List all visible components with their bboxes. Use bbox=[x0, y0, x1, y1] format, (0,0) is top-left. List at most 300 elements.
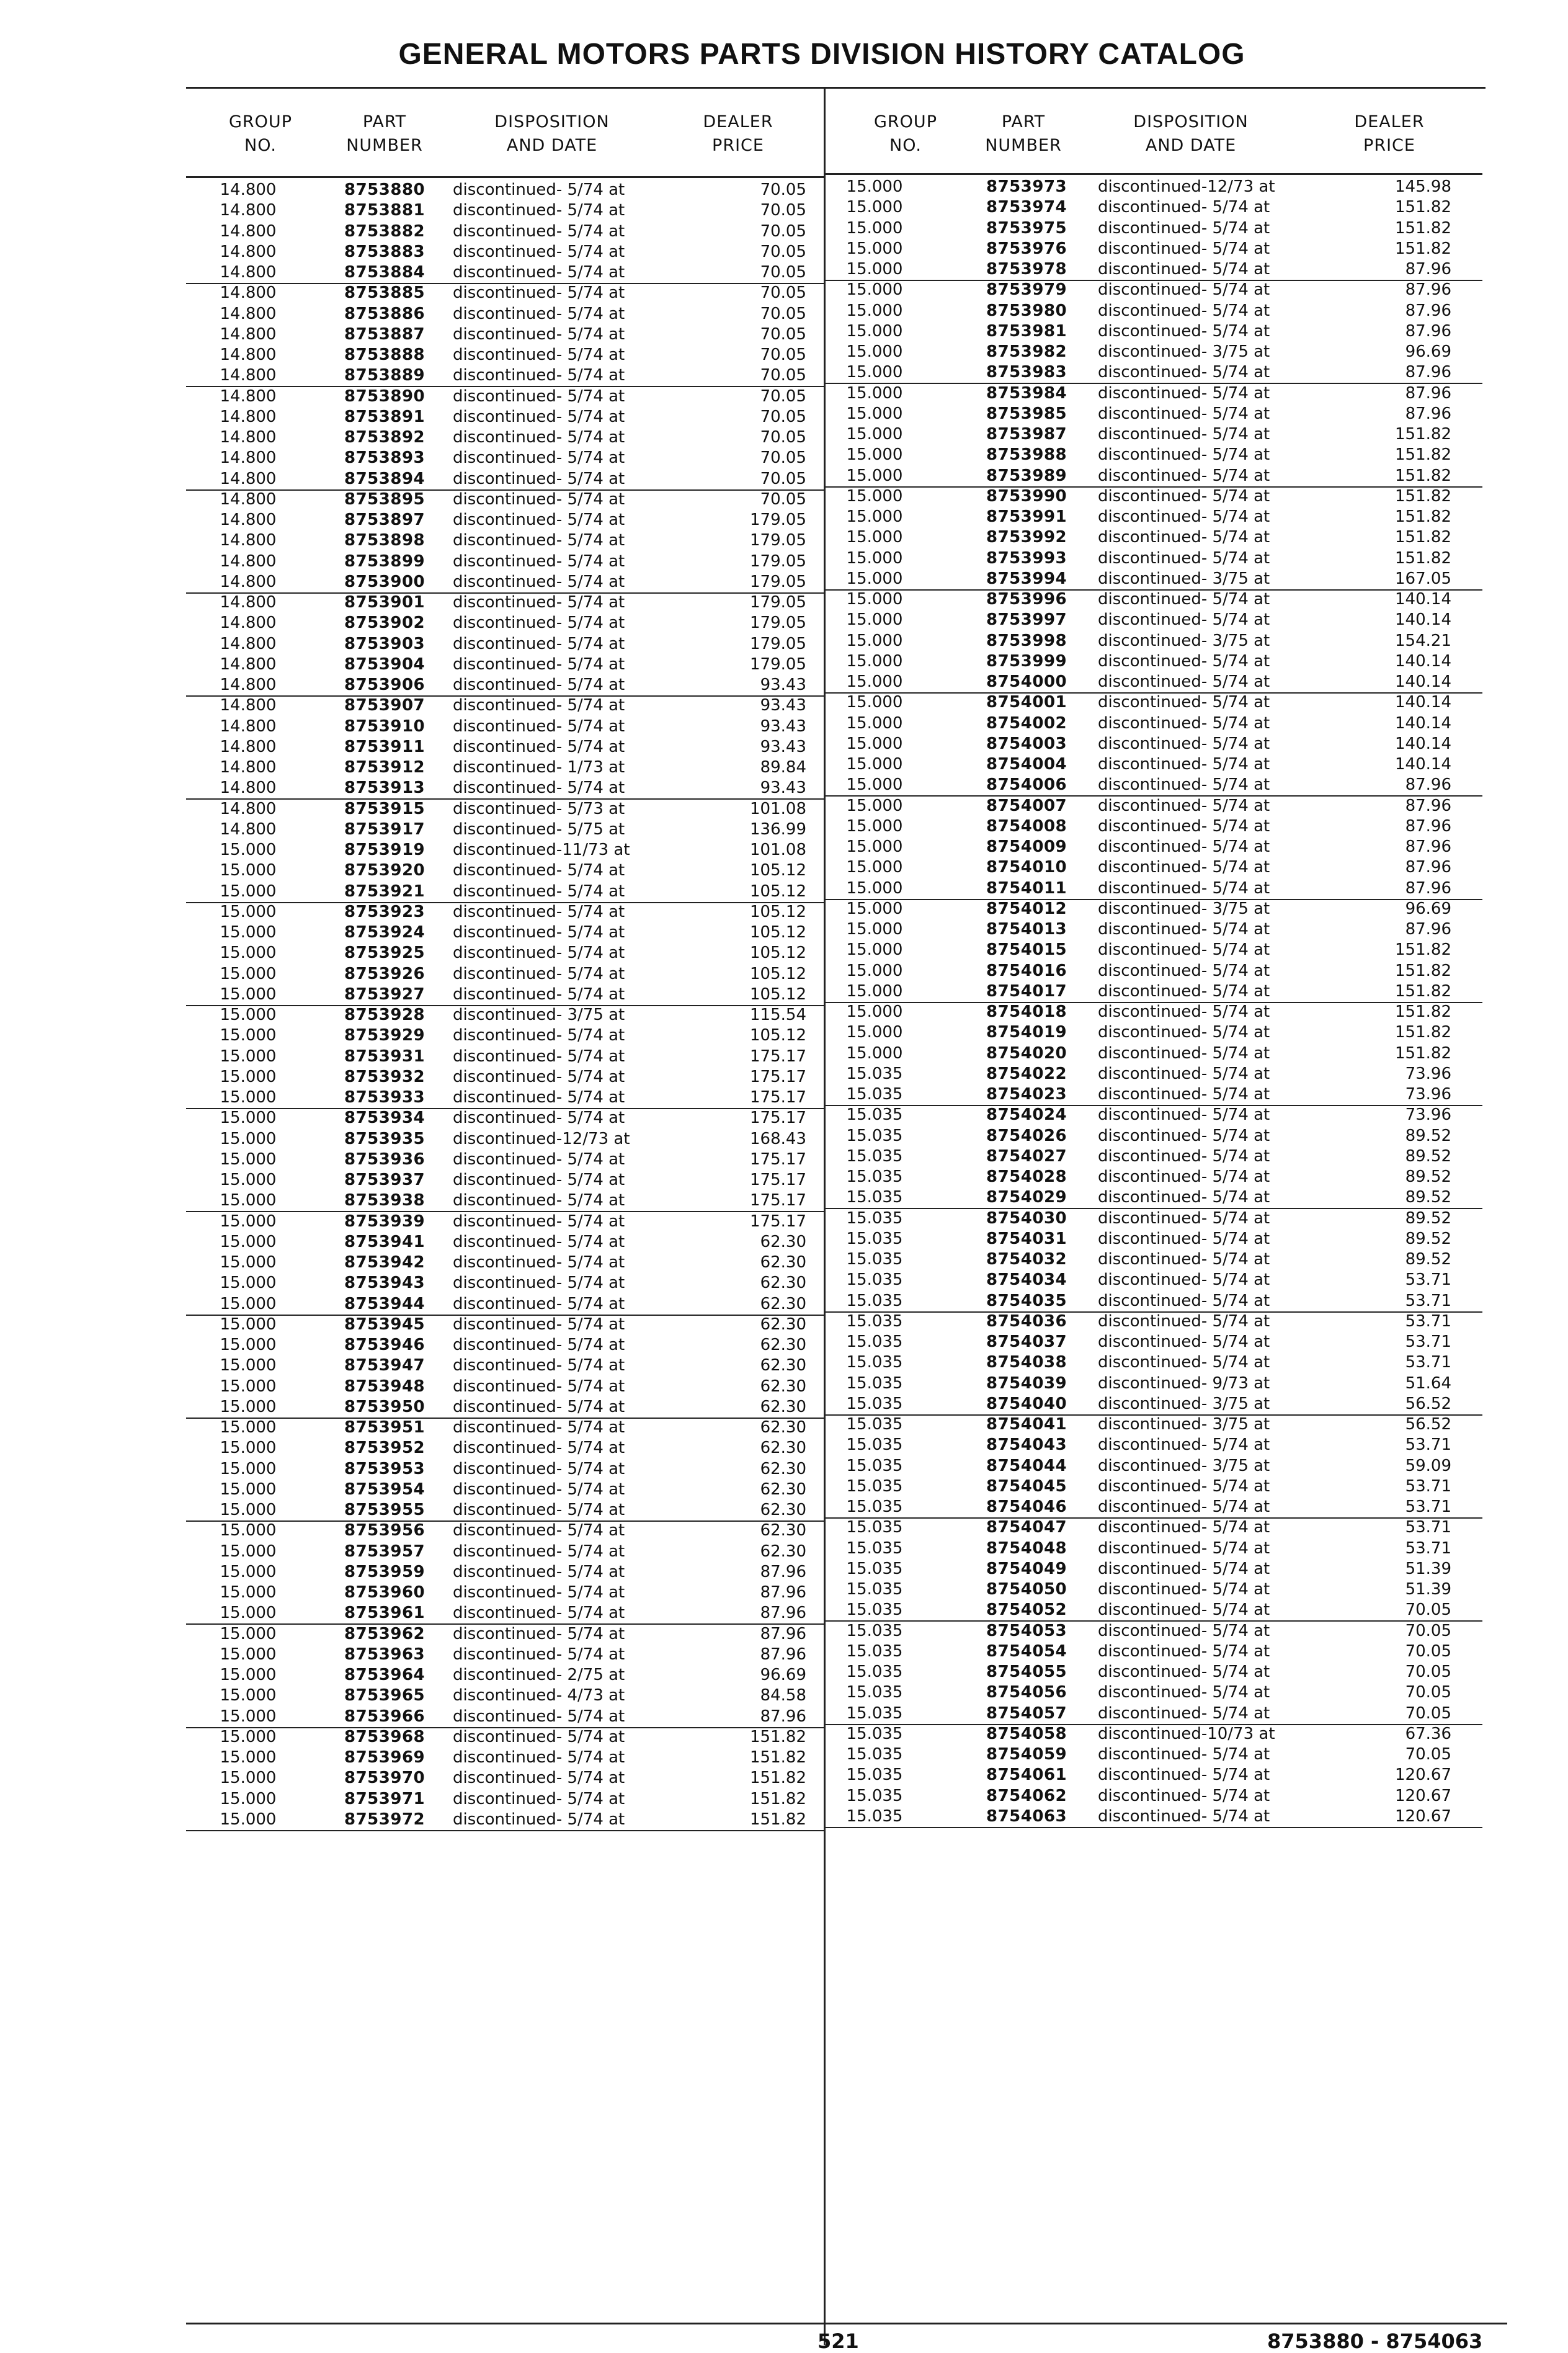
disposition: discontinued- 5/74 at bbox=[453, 1439, 625, 1458]
disposition: discontinued- 5/74 at bbox=[1098, 1250, 1270, 1269]
header-disposition-line1: DISPOSITION bbox=[494, 112, 610, 132]
disposition: discontinued- 5/74 at bbox=[453, 634, 625, 653]
part-number: 8754048 bbox=[986, 1538, 1067, 1558]
dealer-price: 105.12 bbox=[750, 902, 806, 921]
table-row bbox=[825, 1208, 1482, 1229]
table-row bbox=[186, 1418, 824, 1438]
part-number: 8753964 bbox=[344, 1666, 425, 1684]
group-number: 15.035 bbox=[846, 1085, 903, 1104]
part-number: 8753953 bbox=[344, 1459, 425, 1478]
disposition: discontinued- 5/74 at bbox=[1098, 961, 1270, 980]
table-row bbox=[825, 383, 1482, 404]
dealer-price: 151.82 bbox=[1395, 198, 1451, 217]
part-number: 8753994 bbox=[986, 569, 1067, 588]
group-number: 14.800 bbox=[220, 366, 277, 385]
group-number: 15.000 bbox=[220, 1707, 277, 1726]
table-row bbox=[186, 1438, 824, 1458]
group-number: 14.800 bbox=[220, 263, 277, 282]
group-number: 15.035 bbox=[846, 1456, 903, 1475]
dealer-price: 136.99 bbox=[750, 819, 806, 839]
left-header-group bbox=[205, 110, 316, 158]
part-number: 8754002 bbox=[986, 713, 1067, 733]
part-number: 8754044 bbox=[986, 1456, 1067, 1475]
part-number: 8753968 bbox=[344, 1727, 425, 1746]
table-row bbox=[186, 1273, 824, 1293]
group-number: 15.000 bbox=[846, 177, 903, 196]
disposition: discontinued- 5/74 at bbox=[453, 1294, 625, 1313]
part-number: 8753898 bbox=[344, 531, 425, 550]
table-row bbox=[825, 1002, 1482, 1022]
disposition: discontinued- 3/75 at bbox=[1098, 569, 1270, 588]
part-number: 8754037 bbox=[986, 1333, 1067, 1351]
part-number: 8753965 bbox=[344, 1686, 425, 1705]
header-group-line1: GROUP bbox=[229, 112, 292, 132]
disposition: discontinued- 5/74 at bbox=[453, 882, 625, 901]
disposition: discontinued- 5/74 at bbox=[453, 779, 625, 798]
page-number: 521 bbox=[817, 2329, 859, 2353]
dealer-price: 168.43 bbox=[750, 1129, 806, 1148]
part-number: 8753932 bbox=[344, 1067, 425, 1086]
table-row bbox=[186, 1315, 824, 1335]
part-number: 8753892 bbox=[344, 428, 425, 447]
group-number: 15.035 bbox=[846, 1064, 903, 1083]
part-number: 8753987 bbox=[986, 425, 1067, 444]
part-number: 8754017 bbox=[986, 981, 1067, 1001]
disposition: discontinued- 5/74 at bbox=[453, 1521, 625, 1540]
dealer-price: 89.52 bbox=[1405, 1229, 1451, 1248]
disposition: discontinued- 5/74 at bbox=[1098, 1786, 1270, 1805]
group-number: 15.000 bbox=[220, 923, 277, 942]
group-number: 14.800 bbox=[220, 469, 277, 488]
part-number: 8753946 bbox=[344, 1336, 425, 1354]
table-row bbox=[825, 1538, 1482, 1559]
table-row bbox=[186, 365, 824, 387]
table-row bbox=[825, 1497, 1482, 1519]
part-number: 8754004 bbox=[986, 755, 1067, 774]
dealer-price: 53.71 bbox=[1405, 1311, 1451, 1331]
part-number: 8753883 bbox=[344, 242, 425, 261]
disposition: discontinued- 5/74 at bbox=[453, 1253, 625, 1272]
part-number: 8753913 bbox=[344, 779, 425, 798]
part-number: 8754039 bbox=[986, 1373, 1067, 1393]
disposition: discontinued- 5/74 at bbox=[1098, 1085, 1270, 1104]
dealer-price: 70.05 bbox=[1405, 1663, 1451, 1681]
part-number: 8753991 bbox=[986, 507, 1067, 526]
disposition: discontinued- 5/74 at bbox=[1098, 775, 1270, 795]
dealer-price: 87.96 bbox=[1405, 878, 1451, 898]
part-number: 8754029 bbox=[986, 1188, 1067, 1207]
disposition: discontinued- 5/74 at bbox=[453, 737, 625, 756]
disposition: discontinued- 5/74 at bbox=[1098, 1601, 1270, 1620]
part-number: 8754027 bbox=[986, 1146, 1067, 1166]
disposition: discontinued- 5/74 at bbox=[1098, 878, 1270, 898]
group-number: 14.800 bbox=[220, 654, 277, 674]
group-number: 14.800 bbox=[220, 489, 277, 509]
disposition: discontinued- 5/74 at bbox=[1098, 1580, 1270, 1599]
table-row bbox=[825, 610, 1482, 630]
table-row bbox=[186, 1810, 824, 1831]
group-number: 15.000 bbox=[220, 1356, 277, 1375]
group-number: 15.000 bbox=[846, 507, 903, 526]
group-number: 15.000 bbox=[846, 1023, 903, 1042]
part-number: 8753999 bbox=[986, 651, 1067, 671]
part-number: 8753957 bbox=[344, 1542, 425, 1561]
dealer-price: 96.69 bbox=[1405, 342, 1451, 361]
dealer-price: 151.82 bbox=[1395, 466, 1451, 485]
table-row bbox=[825, 857, 1482, 878]
disposition: discontinued- 5/74 at bbox=[1098, 218, 1270, 238]
group-number: 15.000 bbox=[846, 878, 903, 898]
dealer-price: 105.12 bbox=[750, 985, 806, 1004]
disposition: discontinued- 5/74 at bbox=[1098, 1188, 1270, 1207]
table-row bbox=[825, 734, 1482, 754]
table-row bbox=[186, 469, 824, 491]
part-number: 8754058 bbox=[986, 1724, 1067, 1743]
disposition: discontinued- 4/73 at bbox=[453, 1686, 625, 1705]
table-row bbox=[825, 404, 1482, 424]
part-number: 8753969 bbox=[344, 1748, 425, 1767]
part-number: 8754046 bbox=[986, 1498, 1067, 1516]
disposition: discontinued- 5/74 at bbox=[1098, 837, 1270, 856]
dealer-price: 140.14 bbox=[1395, 672, 1451, 691]
group-number: 15.000 bbox=[846, 1002, 903, 1021]
disposition: discontinued- 5/74 at bbox=[453, 614, 625, 633]
group-number: 15.000 bbox=[846, 404, 903, 423]
dealer-price: 62.30 bbox=[760, 1459, 806, 1478]
disposition: discontinued- 9/73 at bbox=[1098, 1373, 1270, 1393]
part-number: 8754009 bbox=[986, 837, 1067, 856]
disposition: discontinued- 5/74 at bbox=[1098, 1002, 1270, 1021]
part-number: 8753976 bbox=[986, 239, 1067, 258]
group-number: 15.000 bbox=[220, 1666, 277, 1684]
group-number: 14.800 bbox=[220, 799, 277, 818]
table-row bbox=[186, 1789, 824, 1810]
part-number: 8753890 bbox=[344, 386, 425, 406]
group-number: 15.000 bbox=[220, 1624, 277, 1643]
group-number: 15.000 bbox=[220, 1006, 277, 1024]
group-number: 15.000 bbox=[846, 321, 903, 341]
disposition: discontinued- 5/74 at bbox=[453, 1748, 625, 1767]
group-number: 15.000 bbox=[846, 260, 903, 279]
dealer-price: 87.96 bbox=[1405, 280, 1451, 300]
table-row bbox=[825, 1291, 1482, 1313]
part-number: 8753924 bbox=[344, 923, 425, 942]
disposition: discontinued- 5/74 at bbox=[1098, 693, 1270, 712]
dealer-price: 151.82 bbox=[750, 1769, 806, 1788]
table-row bbox=[186, 1087, 824, 1109]
disposition: discontinued- 2/75 at bbox=[453, 1666, 625, 1684]
dealer-price: 140.14 bbox=[1395, 713, 1451, 733]
part-number: 8753919 bbox=[344, 841, 425, 859]
dealer-price: 53.71 bbox=[1405, 1353, 1451, 1372]
group-number: 15.000 bbox=[846, 796, 903, 815]
group-number: 15.000 bbox=[220, 1459, 277, 1478]
dealer-price: 87.96 bbox=[760, 1624, 806, 1643]
table-row bbox=[825, 1105, 1482, 1125]
table-row bbox=[825, 940, 1482, 960]
part-number: 8753947 bbox=[344, 1356, 425, 1375]
group-number: 15.035 bbox=[846, 1435, 903, 1455]
part-number: 8753912 bbox=[344, 758, 425, 777]
disposition: discontinued- 5/74 at bbox=[1098, 1806, 1270, 1826]
group-number: 14.800 bbox=[220, 407, 277, 426]
disposition: discontinued- 5/74 at bbox=[1098, 1064, 1270, 1083]
table-row bbox=[825, 1517, 1482, 1538]
part-number: 8753992 bbox=[986, 528, 1067, 547]
table-row bbox=[825, 961, 1482, 981]
part-number: 8753951 bbox=[344, 1418, 425, 1437]
part-number: 8754030 bbox=[986, 1208, 1067, 1228]
dealer-price: 151.82 bbox=[1395, 218, 1451, 238]
group-number: 15.000 bbox=[220, 841, 277, 859]
part-number: 8754022 bbox=[986, 1064, 1067, 1083]
group-number: 15.000 bbox=[220, 1542, 277, 1561]
table-row bbox=[186, 592, 824, 613]
group-number: 15.000 bbox=[220, 1336, 277, 1354]
dealer-price: 73.96 bbox=[1405, 1064, 1451, 1083]
disposition: discontinued- 5/74 at bbox=[453, 717, 625, 736]
dealer-price: 151.82 bbox=[1395, 1002, 1451, 1021]
dealer-price: 70.05 bbox=[760, 407, 806, 426]
left-header-disposition bbox=[471, 110, 633, 158]
group-number: 15.000 bbox=[846, 569, 903, 588]
dealer-price: 151.82 bbox=[750, 1748, 806, 1767]
table-row bbox=[186, 200, 824, 221]
part-number: 8754041 bbox=[986, 1415, 1067, 1434]
part-number: 8753897 bbox=[344, 511, 425, 529]
group-number: 15.035 bbox=[846, 1146, 903, 1166]
disposition: discontinued- 5/74 at bbox=[453, 1047, 625, 1066]
group-number: 15.035 bbox=[846, 1580, 903, 1599]
table-row bbox=[825, 1352, 1482, 1373]
table-row bbox=[186, 1150, 824, 1170]
part-number: 8753933 bbox=[344, 1088, 425, 1107]
group-number: 15.000 bbox=[220, 1191, 277, 1210]
disposition: discontinued- 5/74 at bbox=[453, 1707, 625, 1726]
part-number: 8754016 bbox=[986, 961, 1067, 980]
disposition: discontinued- 5/74 at bbox=[1098, 280, 1270, 300]
part-number: 8754045 bbox=[986, 1476, 1067, 1496]
table-row bbox=[825, 1064, 1482, 1084]
table-row bbox=[186, 345, 824, 365]
part-number: 8753926 bbox=[344, 964, 425, 983]
group-number: 15.000 bbox=[220, 1501, 277, 1519]
part-number: 8753959 bbox=[344, 1562, 425, 1581]
part-number: 8754011 bbox=[986, 878, 1067, 898]
dealer-price: 53.71 bbox=[1405, 1498, 1451, 1516]
table-row bbox=[186, 407, 824, 427]
dealer-price: 175.17 bbox=[750, 1067, 806, 1086]
part-number: 8753988 bbox=[986, 445, 1067, 465]
group-number: 15.000 bbox=[220, 1129, 277, 1148]
disposition: discontinued- 5/74 at bbox=[1098, 1621, 1270, 1640]
group-number: 14.800 bbox=[220, 386, 277, 406]
dealer-price: 87.96 bbox=[1405, 796, 1451, 815]
disposition: discontinued- 5/74 at bbox=[1098, 301, 1270, 320]
part-number: 8754061 bbox=[986, 1766, 1067, 1785]
part-number: 8753954 bbox=[344, 1480, 425, 1499]
table-row bbox=[186, 324, 824, 345]
disposition: discontinued- 5/74 at bbox=[453, 1088, 625, 1107]
disposition: discontinued- 5/74 at bbox=[1098, 404, 1270, 423]
part-number: 8753936 bbox=[344, 1150, 425, 1169]
table-row bbox=[825, 899, 1482, 919]
disposition: discontinued- 5/74 at bbox=[453, 449, 625, 468]
group-number: 15.035 bbox=[846, 1601, 903, 1620]
dealer-price: 89.52 bbox=[1405, 1250, 1451, 1269]
disposition: discontinued- 5/74 at bbox=[453, 1583, 625, 1602]
group-number: 15.000 bbox=[220, 1212, 277, 1231]
dealer-price: 151.82 bbox=[1395, 1043, 1451, 1063]
dealer-price: 151.82 bbox=[1395, 940, 1451, 960]
part-number: 8753961 bbox=[344, 1604, 425, 1623]
group-number: 14.800 bbox=[220, 221, 277, 241]
right-header-group bbox=[850, 110, 961, 158]
dealer-price: 105.12 bbox=[750, 923, 806, 942]
disposition: discontinued-12/73 at bbox=[1098, 177, 1275, 196]
disposition: discontinued- 5/74 at bbox=[453, 1377, 625, 1396]
table-row bbox=[825, 1126, 1482, 1146]
disposition: discontinued- 5/74 at bbox=[1098, 548, 1270, 568]
disposition: discontinued- 5/74 at bbox=[453, 489, 625, 509]
table-row bbox=[186, 1707, 824, 1728]
disposition: discontinued- 5/74 at bbox=[1098, 486, 1270, 506]
disposition: discontinued- 5/74 at bbox=[1098, 1683, 1270, 1702]
table-row bbox=[186, 1645, 824, 1665]
disposition: discontinued- 5/74 at bbox=[453, 181, 625, 199]
group-number: 14.800 bbox=[220, 551, 277, 571]
table-row bbox=[825, 1270, 1482, 1290]
table-row bbox=[825, 1456, 1482, 1476]
part-number: 8753981 bbox=[986, 321, 1067, 341]
group-number: 15.035 bbox=[846, 1498, 903, 1516]
disposition: discontinued- 5/74 at bbox=[1098, 507, 1270, 526]
part-number: 8754062 bbox=[986, 1786, 1067, 1805]
disposition: discontinued- 5/74 at bbox=[453, 1769, 625, 1788]
disposition: discontinued- 5/74 at bbox=[453, 1480, 625, 1499]
disposition: discontinued- 5/74 at bbox=[453, 1171, 625, 1189]
table-row bbox=[186, 242, 824, 262]
table-row bbox=[186, 695, 824, 716]
dealer-price: 87.96 bbox=[760, 1645, 806, 1664]
group-number: 15.035 bbox=[846, 1415, 903, 1434]
disposition: discontinued- 5/74 at bbox=[453, 1542, 625, 1561]
dealer-price: 87.96 bbox=[1405, 383, 1451, 403]
group-number: 15.035 bbox=[846, 1126, 903, 1145]
group-number: 15.035 bbox=[846, 1291, 903, 1310]
dealer-price: 179.05 bbox=[750, 654, 806, 674]
disposition: discontinued- 5/74 at bbox=[1098, 816, 1270, 836]
dealer-price: 93.43 bbox=[760, 737, 806, 756]
dealer-price: 179.05 bbox=[750, 614, 806, 633]
part-number: 8754015 bbox=[986, 940, 1067, 960]
disposition: discontinued- 5/74 at bbox=[453, 531, 625, 550]
table-row bbox=[825, 1249, 1482, 1270]
group-number: 15.000 bbox=[846, 651, 903, 671]
part-number: 8753989 bbox=[986, 466, 1067, 485]
disposition: discontinued- 5/74 at bbox=[453, 1336, 625, 1354]
part-number: 8754034 bbox=[986, 1270, 1067, 1290]
disposition: discontinued- 5/74 at bbox=[1098, 651, 1270, 671]
part-number: 8754013 bbox=[986, 920, 1067, 939]
dealer-price: 140.14 bbox=[1395, 693, 1451, 712]
dealer-price: 179.05 bbox=[750, 634, 806, 653]
part-number: 8753899 bbox=[344, 551, 425, 571]
disposition: discontinued- 5/74 at bbox=[1098, 1518, 1270, 1537]
disposition: discontinued-12/73 at bbox=[453, 1129, 630, 1148]
part-number: 8753963 bbox=[344, 1645, 425, 1664]
group-number: 14.800 bbox=[220, 572, 277, 591]
part-number: 8753960 bbox=[344, 1583, 425, 1602]
group-number: 15.035 bbox=[846, 1683, 903, 1702]
part-number: 8754054 bbox=[986, 1641, 1067, 1661]
table-row bbox=[825, 321, 1482, 342]
part-number: 8754055 bbox=[986, 1663, 1067, 1681]
part-number: 8753927 bbox=[344, 985, 425, 1004]
header-price-line2: PRICE bbox=[1363, 136, 1415, 155]
disposition: discontinued- 3/75 at bbox=[1098, 342, 1270, 361]
dealer-price: 70.05 bbox=[760, 489, 806, 509]
group-number: 15.000 bbox=[220, 1418, 277, 1437]
table-row bbox=[825, 1022, 1482, 1043]
disposition: discontinued- 5/74 at bbox=[1098, 713, 1270, 733]
left-header-part bbox=[323, 110, 447, 158]
dealer-price: 87.96 bbox=[1405, 301, 1451, 320]
dealer-price: 56.52 bbox=[1405, 1415, 1451, 1434]
table-row bbox=[186, 1583, 824, 1603]
dealer-price: 70.05 bbox=[1405, 1745, 1451, 1764]
header-price-line1: DEALER bbox=[1354, 112, 1425, 132]
disposition: discontinued- 5/74 at bbox=[453, 1274, 625, 1293]
table-row bbox=[186, 1355, 824, 1376]
disposition: discontinued- 5/74 at bbox=[1098, 1126, 1270, 1145]
table-row bbox=[825, 1167, 1482, 1187]
table-row bbox=[825, 1435, 1482, 1455]
disposition: discontinued- 5/74 at bbox=[1098, 1146, 1270, 1166]
disposition: discontinued- 5/74 at bbox=[1098, 796, 1270, 815]
dealer-price: 140.14 bbox=[1395, 755, 1451, 774]
disposition: discontinued- 5/74 at bbox=[1098, 755, 1270, 774]
group-number: 15.000 bbox=[220, 1274, 277, 1293]
dealer-price: 151.82 bbox=[1395, 507, 1451, 526]
group-number: 15.000 bbox=[846, 610, 903, 630]
part-number: 8753880 bbox=[344, 181, 425, 199]
part-number: 8753910 bbox=[344, 717, 425, 736]
dealer-price: 70.05 bbox=[1405, 1683, 1451, 1702]
table-row bbox=[186, 737, 824, 757]
part-number: 8754057 bbox=[986, 1703, 1067, 1723]
disposition: discontinued- 5/74 at bbox=[1098, 981, 1270, 1001]
dealer-price: 70.05 bbox=[760, 221, 806, 241]
group-number: 15.035 bbox=[846, 1168, 903, 1186]
disposition: discontinued- 5/74 at bbox=[453, 1562, 625, 1581]
disposition: discontinued- 5/74 at bbox=[453, 1624, 625, 1643]
group-number: 14.800 bbox=[220, 242, 277, 261]
part-number: 8754032 bbox=[986, 1250, 1067, 1269]
dealer-price: 151.82 bbox=[750, 1789, 806, 1808]
dealer-price: 105.12 bbox=[750, 882, 806, 901]
part-number: 8754035 bbox=[986, 1291, 1067, 1310]
group-number: 15.000 bbox=[220, 1397, 277, 1416]
dealer-price: 51.39 bbox=[1405, 1559, 1451, 1578]
group-number: 14.800 bbox=[220, 758, 277, 777]
dealer-price: 87.96 bbox=[1405, 363, 1451, 382]
group-number: 14.800 bbox=[220, 304, 277, 323]
dealer-price: 120.67 bbox=[1395, 1806, 1451, 1826]
group-number: 15.000 bbox=[846, 775, 903, 795]
group-number: 14.800 bbox=[220, 737, 277, 756]
table-row bbox=[186, 386, 824, 407]
